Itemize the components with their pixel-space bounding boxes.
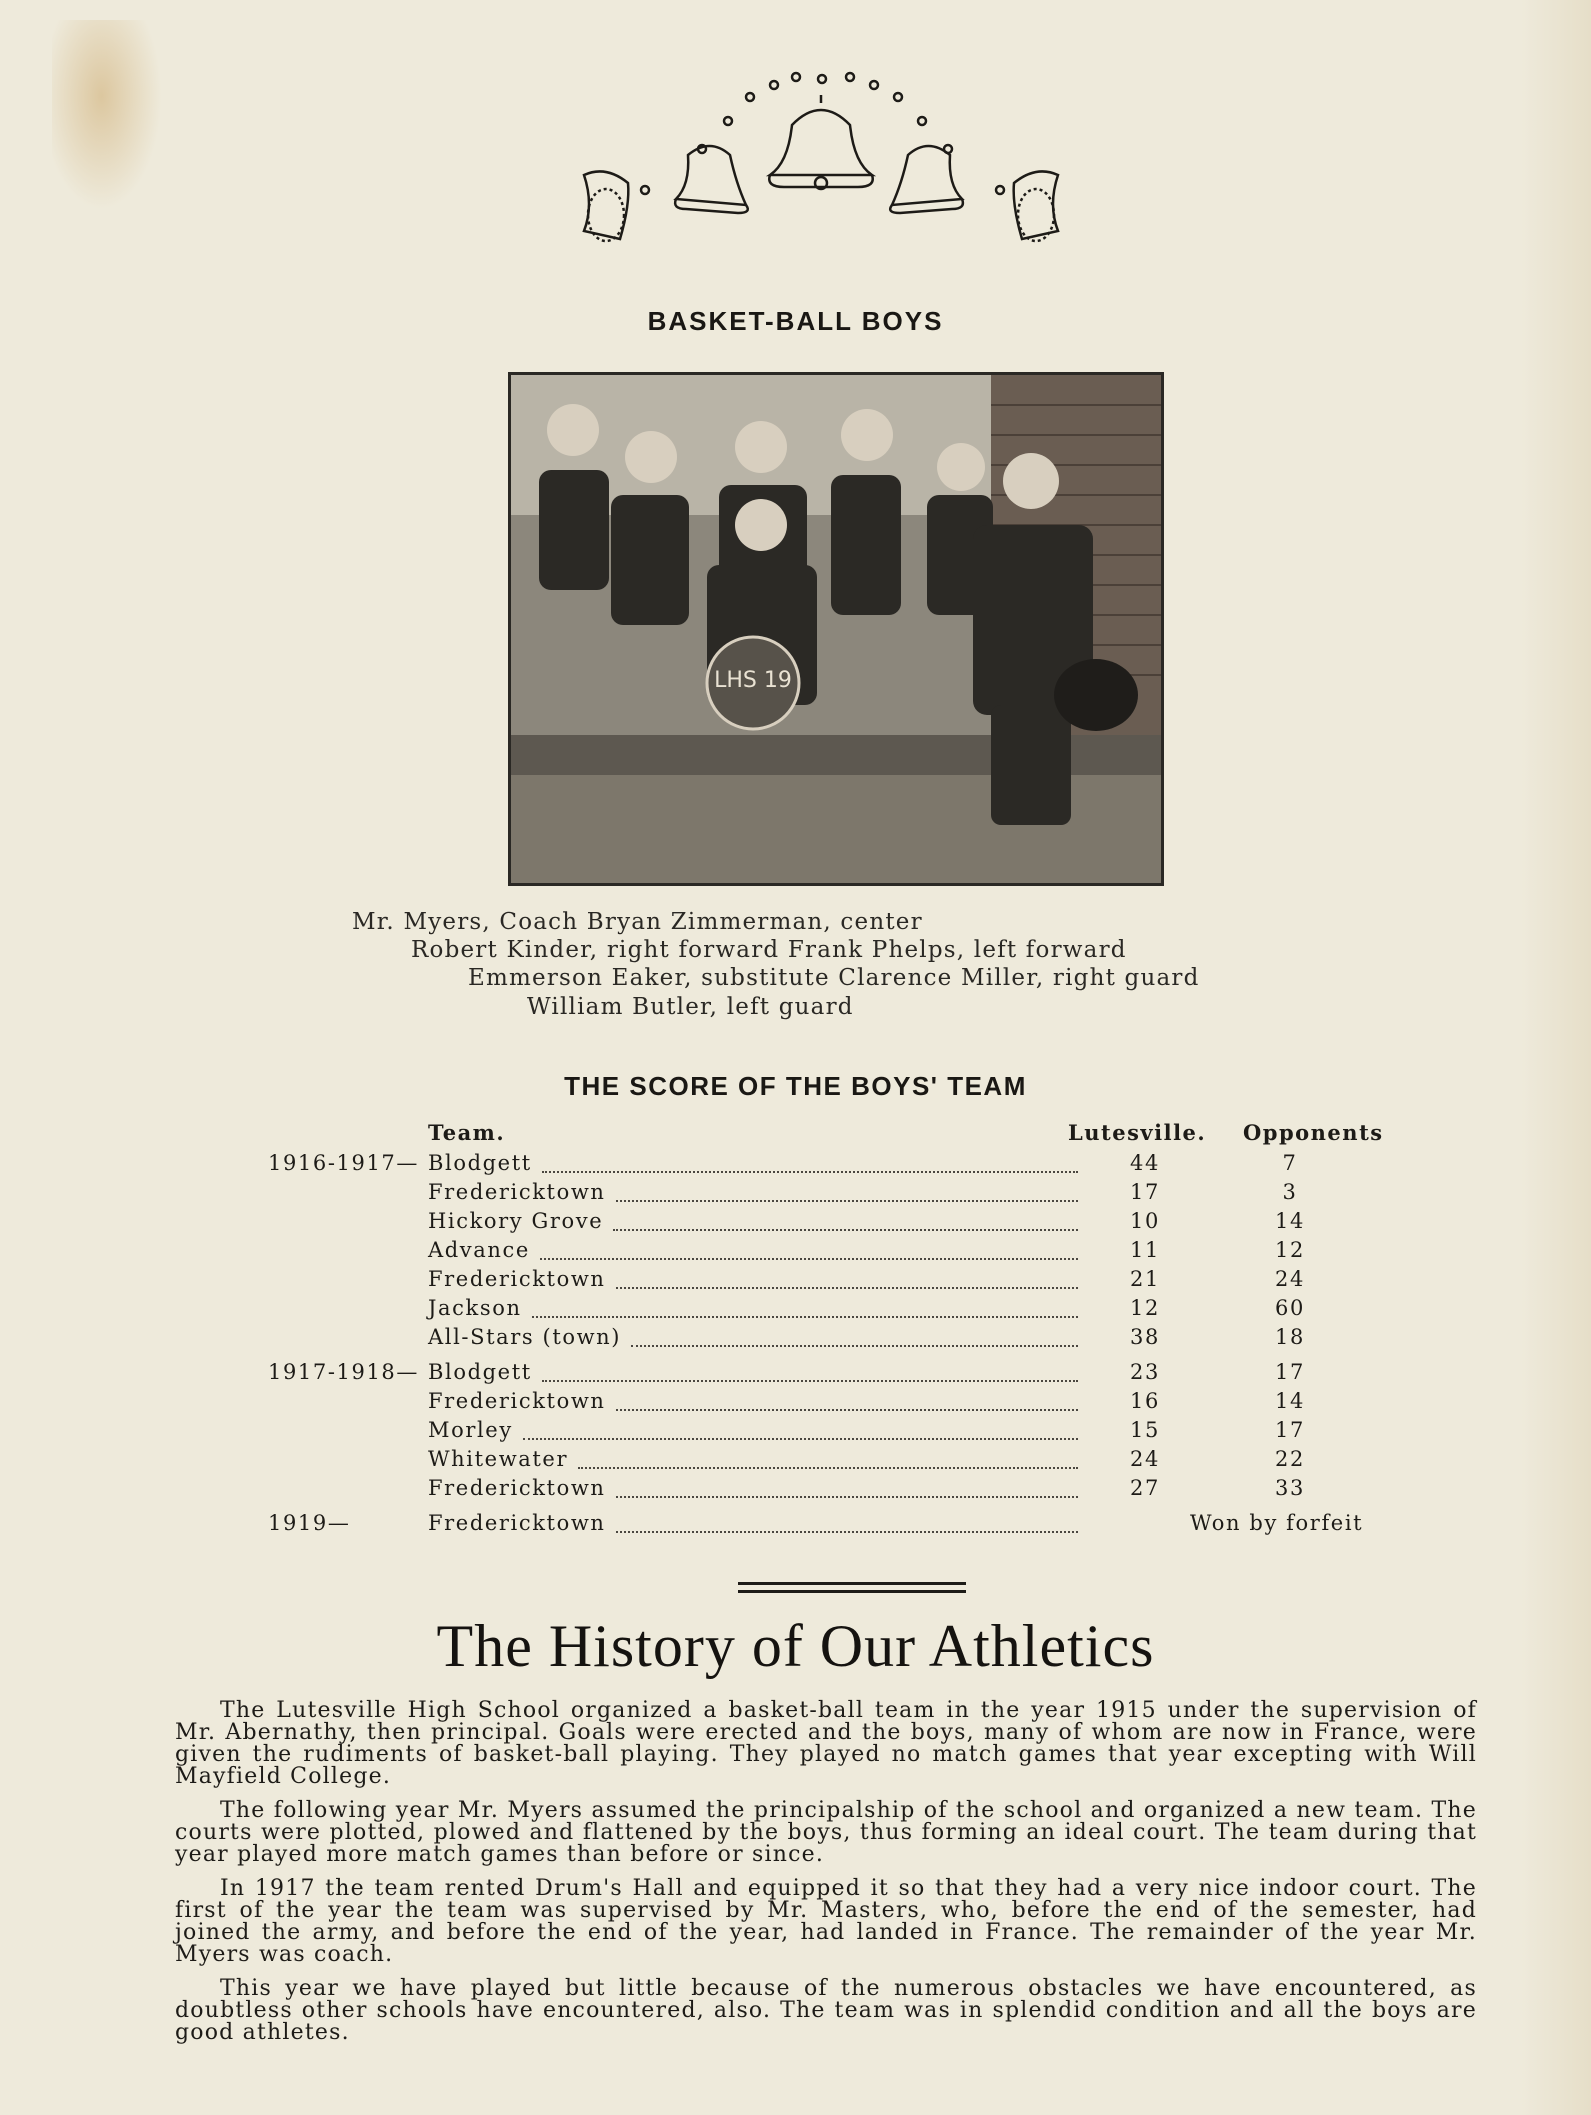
result-text: Won by forfeit bbox=[1190, 1511, 1364, 1535]
opponents-score: 3 bbox=[1282, 1180, 1298, 1204]
dot-leader bbox=[616, 1494, 1078, 1498]
caption-line-1: Mr. Myers, Coach Bryan Zimmerman, center bbox=[352, 909, 923, 935]
score-row bbox=[0, 1238, 1591, 1266]
opponent-team: Blodgett bbox=[428, 1151, 532, 1175]
dot-leader bbox=[616, 1285, 1078, 1289]
lutesville-score: 17 bbox=[1130, 1180, 1160, 1204]
team-photograph bbox=[508, 372, 1164, 886]
opponents-score: 22 bbox=[1275, 1447, 1305, 1471]
dot-leader bbox=[523, 1436, 1078, 1440]
opponents-score: 12 bbox=[1275, 1238, 1305, 1262]
section-title: BASKET-BALL BOYS bbox=[647, 306, 944, 336]
caption-line-3: Emmerson Eaker, substitute Clarence Miller, right guard bbox=[468, 965, 1200, 991]
opponents-score: 17 bbox=[1275, 1360, 1305, 1384]
history-body bbox=[175, 1700, 1477, 2056]
header-lutesville: Lutesville. bbox=[1068, 1120, 1207, 1145]
lutesville-score: 38 bbox=[1130, 1325, 1160, 1349]
opponents-score: 33 bbox=[1275, 1476, 1305, 1500]
dot-leader bbox=[616, 1407, 1078, 1411]
lutesville-score: 11 bbox=[1130, 1238, 1160, 1262]
score-title: THE SCORE OF THE BOYS' TEAM bbox=[564, 1071, 1027, 1101]
dot-leader bbox=[532, 1314, 1078, 1318]
score-row bbox=[0, 1180, 1591, 1208]
opponent-team: Fredericktown bbox=[428, 1267, 606, 1291]
lutesville-score: 27 bbox=[1130, 1476, 1160, 1500]
divider-rule bbox=[738, 1590, 966, 1593]
dot-leader bbox=[616, 1198, 1078, 1202]
divider-rule bbox=[738, 1582, 966, 1585]
lutesville-score: 15 bbox=[1130, 1418, 1160, 1442]
opponents-score: 18 bbox=[1275, 1325, 1305, 1349]
opponent-team: Fredericktown bbox=[428, 1476, 606, 1500]
lutesville-score: 23 bbox=[1130, 1360, 1160, 1384]
season-label: 1917-1918— bbox=[268, 1360, 419, 1384]
dot-leader bbox=[631, 1343, 1078, 1347]
score-row bbox=[0, 1209, 1591, 1237]
opponent-team: Hickory Grove bbox=[428, 1209, 604, 1233]
caption-line-2: Robert Kinder, right forward Frank Phelps, left forward bbox=[411, 937, 1127, 963]
opponents-score: 7 bbox=[1282, 1151, 1298, 1175]
caption-line-4: William Butler, left guard bbox=[527, 994, 854, 1020]
season-label: 1919— bbox=[268, 1511, 351, 1535]
score-row bbox=[0, 1418, 1591, 1446]
lutesville-score: 16 bbox=[1130, 1389, 1160, 1413]
lutesville-score: 24 bbox=[1130, 1447, 1160, 1471]
lutesville-score: 44 bbox=[1130, 1151, 1160, 1175]
opponents-score: 14 bbox=[1275, 1389, 1305, 1413]
opponent-team: Fredericktown bbox=[428, 1511, 606, 1535]
dot-leader bbox=[542, 1169, 1078, 1173]
history-paragraph: The following year Mr. Myers assumed the principalship of the school and organized a new team. The courts were plotted, plowed and flattened by the boys, thus forming an ideal court. The team during that year played more match games than before or since. bbox=[175, 1798, 1477, 1867]
dot-leader bbox=[616, 1529, 1078, 1533]
score-row bbox=[0, 1325, 1591, 1353]
score-row bbox=[0, 1360, 1591, 1388]
bells-ornament-icon bbox=[560, 55, 1080, 255]
score-row bbox=[0, 1267, 1591, 1295]
opponent-team: Morley bbox=[428, 1418, 513, 1442]
score-row bbox=[0, 1511, 1591, 1539]
score-row bbox=[0, 1296, 1591, 1324]
score-row bbox=[0, 1389, 1591, 1417]
season-label: 1916-1917— bbox=[268, 1151, 419, 1175]
opponents-score: 17 bbox=[1275, 1418, 1305, 1442]
opponent-team: Fredericktown bbox=[428, 1389, 606, 1413]
lutesville-score: 10 bbox=[1130, 1209, 1160, 1233]
header-team: Team. bbox=[428, 1120, 506, 1145]
history-paragraph: The Lutesville High School organized a basket-ball team in the year 1915 under the supervision of Mr. Abernathy, then principal. Goals were erected and the boys, many of whom are now in France, were given the rudiments of basket-ball playing. They played no match games that year excepting with Will Mayfield College. bbox=[175, 1698, 1477, 1789]
opponent-team: Blodgett bbox=[428, 1360, 532, 1384]
opponent-team: Whitewater bbox=[428, 1447, 569, 1471]
ball-lettering: LHS 19 bbox=[714, 668, 792, 693]
history-paragraph: This year we have played but little because of the numerous obstacles we have encountered, as doubtless other schools have encountered, also. The team was in splendid condition and all the boys are good athletes. bbox=[175, 1976, 1477, 2045]
opponent-team: Advance bbox=[428, 1238, 530, 1262]
opponent-team: Fredericktown bbox=[428, 1180, 606, 1204]
dot-leader bbox=[540, 1256, 1078, 1260]
opponents-score: 24 bbox=[1275, 1267, 1305, 1291]
lutesville-score: 21 bbox=[1130, 1267, 1160, 1291]
opponents-score: 14 bbox=[1275, 1209, 1305, 1233]
opponents-score: 60 bbox=[1275, 1296, 1305, 1320]
opponent-team: Jackson bbox=[428, 1296, 522, 1320]
dot-leader bbox=[613, 1227, 1078, 1231]
history-paragraph: In 1917 the team rented Drum's Hall and equipped it so that they had a very nice indoor court. The first of the year the team was supervised by Mr. Masters, who, before the end of the semester, had joined the army, and before the end of the year, had landed in France. The remainder of the year Mr. Myers was coach. bbox=[175, 1876, 1477, 1967]
lutesville-score: 12 bbox=[1130, 1296, 1160, 1320]
score-row bbox=[0, 1447, 1591, 1475]
score-row bbox=[0, 1151, 1591, 1179]
dot-leader bbox=[578, 1465, 1078, 1469]
header-opponents: Opponents bbox=[1243, 1120, 1384, 1145]
score-row bbox=[0, 1476, 1591, 1504]
dot-leader bbox=[542, 1378, 1078, 1382]
opponent-team: All-Stars (town) bbox=[428, 1325, 622, 1349]
history-title: The History of Our Athletics bbox=[436, 1613, 1155, 1679]
paper-stain bbox=[52, 20, 162, 210]
